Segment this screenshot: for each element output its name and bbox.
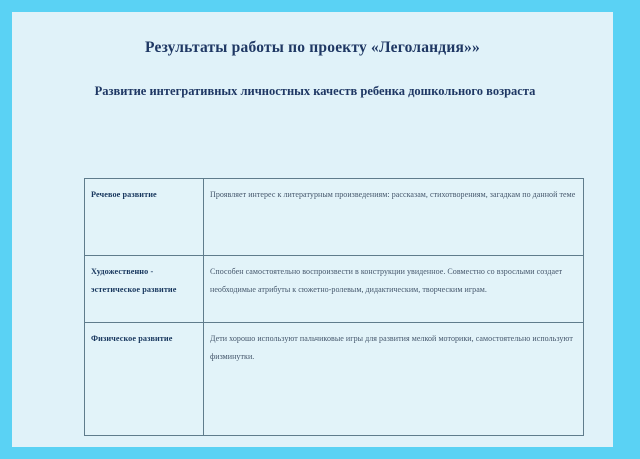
table-row bbox=[85, 179, 584, 256]
slide-canvas bbox=[12, 12, 613, 447]
development-description-text: Способен самостоятельно воспроизвести в конструкции увиденное. Совместно со взрослыми создает необходимые атрибуты к сюжетно-ролевым, дидактическим, творческим играм. bbox=[210, 267, 563, 294]
table-cell-area bbox=[85, 179, 204, 256]
table-cell-area bbox=[85, 323, 204, 436]
development-area-label: Художественно - эстетическое развитие bbox=[91, 267, 177, 294]
table-cell-description bbox=[204, 323, 584, 436]
table-cell-description bbox=[204, 179, 584, 256]
development-description-text: Проявляет интерес к литературным произведениям: рассказам, стихотворениям, загадкам по данной теме bbox=[210, 190, 576, 199]
development-area-label: Физическое развитие bbox=[91, 334, 173, 343]
page-title: Результаты работы по проекту «Леголандия»» bbox=[145, 39, 480, 56]
development-description-text: Дети хорошо используют пальчиковые игры для развития мелкой моторики, самостоятельно используют физминутки. bbox=[210, 334, 573, 361]
table-cell-area bbox=[85, 256, 204, 323]
development-area-label: Речевое развитие bbox=[91, 190, 157, 199]
title-block bbox=[40, 38, 585, 58]
table-cell-description bbox=[204, 256, 584, 323]
subtitle-block bbox=[70, 82, 560, 101]
table-row bbox=[85, 323, 584, 436]
page-subtitle: Развитие интегративных личностных качеств ребенка дошкольного возраста bbox=[94, 84, 536, 98]
table-row bbox=[85, 256, 584, 323]
results-table bbox=[84, 178, 584, 436]
